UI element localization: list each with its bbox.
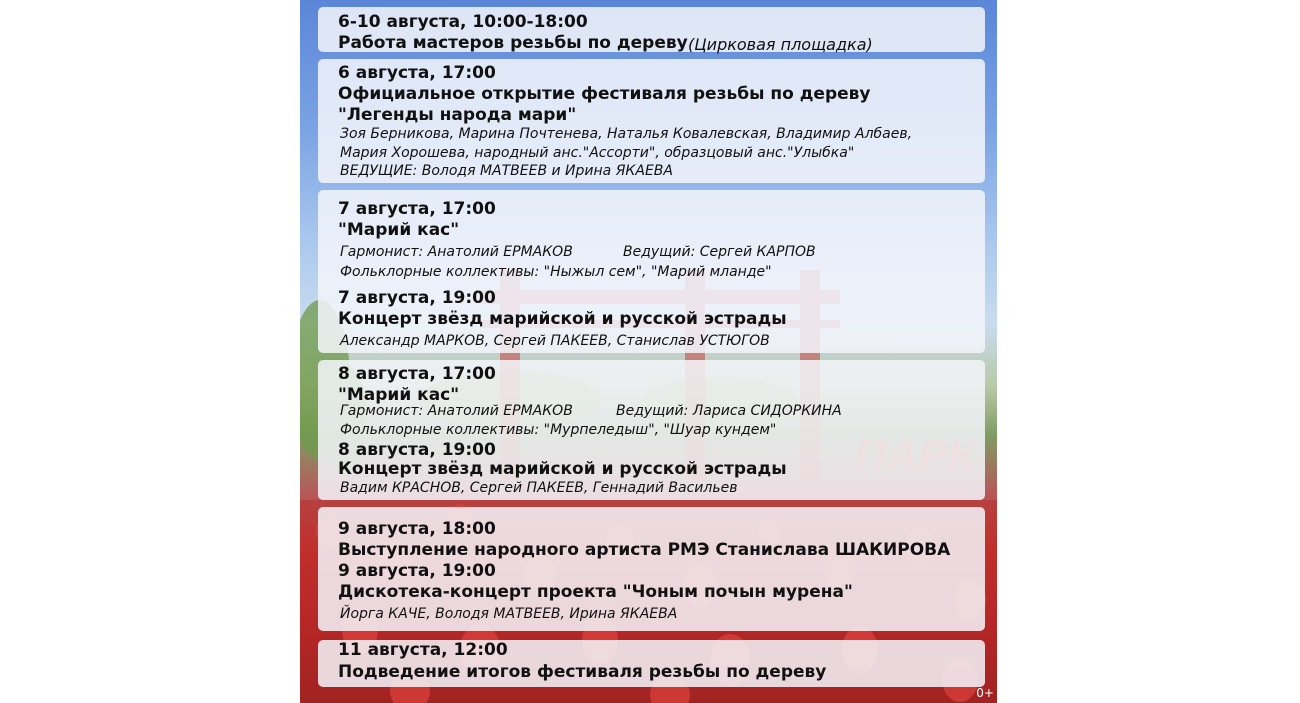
- event-host: Ведущий: Лариса СИДОРКИНА: [616, 403, 842, 419]
- event-title: Выступление народного артиста РМЭ Станислава ШАКИРОВА: [338, 540, 951, 560]
- event-participants: Гармонист: Анатолий ЕРМАКОВ: [340, 403, 573, 419]
- age-rating-badge: 0+: [976, 686, 994, 700]
- schedule-block: [318, 59, 985, 183]
- event-host: Ведущий: Сергей КАРПОВ: [623, 244, 816, 260]
- event-datetime: 6-10 августа, 10:00-18:00: [338, 12, 588, 32]
- schedule-block: [318, 7, 985, 52]
- event-datetime: 8 августа, 19:00: [338, 440, 496, 460]
- event-datetime: 9 августа, 19:00: [338, 561, 496, 581]
- event-title: Концерт звёзд марийской и русской эстрады: [338, 309, 787, 329]
- event-title: Подведение итогов фестиваля резьбы по дереву: [338, 662, 827, 682]
- event-location: (Цирковая площадка): [688, 35, 873, 54]
- event-datetime: 9 августа, 18:00: [338, 519, 496, 539]
- event-title: Официальное открытие фестиваля резьбы по дереву: [338, 84, 871, 104]
- event-datetime: 7 августа, 19:00: [338, 288, 496, 308]
- event-datetime: 8 августа, 17:00: [338, 364, 496, 384]
- schedule-block: [318, 640, 985, 687]
- event-participants: Вадим КРАСНОВ, Сергей ПАКЕЕВ, Геннадий Васильев: [340, 480, 738, 496]
- event-participants: Йорга КАЧЕ, Володя МАТВЕЕВ, Ирина ЯКАЕВА: [340, 606, 678, 622]
- event-title: "Марий кас": [338, 220, 460, 240]
- event-participants: Зоя Берникова, Марина Почтенева, Наталья Ковалевская, Владимир Албаев,: [340, 126, 913, 142]
- event-title: "Легенды народа мари": [338, 105, 577, 125]
- festival-schedule-poster: [300, 0, 997, 703]
- event-title: Работа мастеров резьбы по дереву: [338, 33, 688, 53]
- event-participants: ВЕДУЩИЕ: Володя МАТВЕЕВ и Ирина ЯКАЕВА: [340, 163, 673, 179]
- event-datetime: 6 августа, 17:00: [338, 63, 496, 83]
- event-participants: Фольклорные коллективы: "Мурпеледыш", "Шуар кундем": [340, 422, 777, 438]
- event-title: Концерт звёзд марийской и русской эстрады: [338, 459, 787, 479]
- event-datetime: 11 августа, 12:00: [338, 640, 508, 660]
- schedule-block: [318, 360, 985, 500]
- event-datetime: 7 августа, 17:00: [338, 199, 496, 219]
- event-participants: Александр МАРКОВ, Сергей ПАКЕЕВ, Станислав УСТЮГОВ: [340, 333, 770, 349]
- event-participants: Фольклорные коллективы: "Ныжыл сем", "Марий мланде": [340, 264, 772, 280]
- schedule-block: [318, 507, 985, 631]
- event-participants: Мария Хорошева, народный анс."Ассорти", образцовый анс."Улыбка": [340, 145, 855, 161]
- event-title: Дискотека-концерт проекта "Чоным почын мурена": [338, 582, 853, 602]
- event-title: "Марий кас": [338, 385, 460, 405]
- event-participants: Гармонист: Анатолий ЕРМАКОВ: [340, 244, 573, 260]
- schedule-block: [318, 190, 985, 353]
